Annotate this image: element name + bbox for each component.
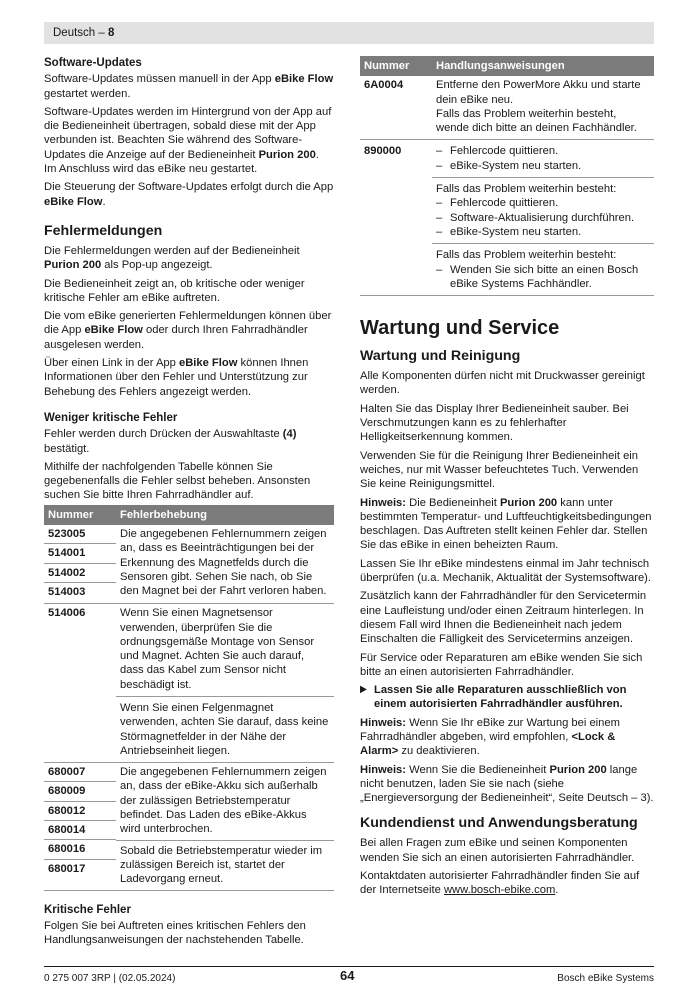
- fix-cell: Die angegebenen Fehlernummern zeigen an, dass es Beeinträchtigungen bei der Erkennung des Magnetfelds durch die Sensoren gibt. Sehen Sie nach, ob Sie den Magnet bei der Fahrt verloren haben.: [116, 525, 334, 604]
- header-separator: –: [95, 27, 108, 39]
- action-cell: [432, 140, 654, 296]
- footer-document-id: 0 275 007 3RP | (02.05.2024): [44, 973, 176, 984]
- paragraph: Bei allen Fragen zum eBike und seinen Komponenten wenden Sie sich an einen autorisierten Fahrradhändler.: [360, 837, 635, 864]
- paragraph: [44, 427, 334, 456]
- action-block: [432, 244, 654, 295]
- app-name: eBike Flow: [274, 73, 334, 86]
- paragraph: [44, 72, 334, 101]
- header-language: Deutsch: [53, 27, 96, 39]
- heading-kundendienst: Kundendienst und Anwendungsberatung: [360, 815, 638, 832]
- error-code: 514006: [44, 604, 116, 763]
- paragraph: [44, 105, 334, 176]
- error-code: 680017: [48, 862, 86, 875]
- text: können Ihnen Informationen über den Fehler und Unterstützung zur Behebung des Fehlers angezeigt werden.: [44, 357, 309, 398]
- hint-paragraph: [360, 496, 654, 553]
- paragraph: Mithilfe der nachfolgenden Tabelle können Sie gegebenenfalls die Fehler selbst beheben. Ansonsten suchen Sie bitte Ihren Fahrradhändler auf.: [44, 460, 311, 502]
- unit-name: Purion 200: [258, 148, 316, 161]
- error-code: 514001: [44, 544, 116, 563]
- error-code: 680007: [44, 763, 116, 782]
- heading-weniger-kritische-fehler: Weniger kritische Fehler: [44, 411, 178, 424]
- key-reference: (4): [282, 428, 297, 441]
- paragraph: [44, 180, 334, 209]
- unit-name: Purion 200: [499, 496, 558, 509]
- paragraph: Für Service oder Reparaturen am eBike wenden Sie sich bitte an einen autorisierten Fahrradhändler.: [360, 651, 643, 678]
- unit-name: Purion 200: [44, 259, 102, 272]
- hint-label: Hinweis:: [360, 496, 407, 509]
- heading-wartung-und-service: Wartung und Service: [360, 317, 560, 340]
- paragraph: Die Bedieneinheit zeigt an, ob kritische oder weniger kritische Fehler am eBike auftreten.: [44, 277, 305, 304]
- list-item: – Wenden Sie sich bitte an einen Bosch eBike Systems Fachhändler.: [436, 263, 650, 292]
- hint-label: Hinweis:: [360, 763, 407, 776]
- text: . Im Anschluss wird das eBike neu gestartet.: [44, 148, 319, 176]
- fix-text: Wenn Sie einen Magnetsensor verwenden, überprüfen Sie die ordnungsgemäße Montage von Sensor und Magnet. Achten Sie auch darauf, dass das Kabel zum Sensor nicht beschädigt ist.: [116, 604, 334, 697]
- error-code: 514003: [48, 585, 86, 598]
- text: Fehler werden durch Drücken der Auswahltaste: [44, 428, 283, 441]
- list-item: – Fehlercode quittieren.: [436, 196, 650, 210]
- text: Software-Updates müssen manuell in der App: [44, 73, 275, 86]
- app-name: eBike Flow: [178, 357, 238, 370]
- fix-text: Sobald die Betriebstemperatur wieder im zulässigen Bereich ist, startet der Ladevorgang erneut.: [120, 844, 323, 886]
- action-text: Falls das Problem weiterhin besteht:: [436, 249, 617, 262]
- table-row: [44, 763, 334, 890]
- text: Die Bedieneinheit: [406, 496, 500, 509]
- error-code: 523005: [44, 525, 116, 544]
- table-header-row: [360, 56, 654, 76]
- error-code: 680016: [44, 840, 116, 859]
- table-row: [44, 604, 334, 763]
- action-text: Falls das Problem weiterhin besteht:: [436, 183, 617, 196]
- paragraph: [44, 244, 334, 273]
- header-text: [53, 26, 114, 40]
- fix-text: Die angegebenen Fehlernummern zeigen an, dass der eBike-Akku sich außerhalb der zulässigen Betriebstemperatur befindet. Das Laden des eBike-Akkus wird unterbrochen.: [116, 763, 334, 840]
- text: .: [102, 195, 106, 208]
- paragraph: Halten Sie das Display Ihrer Bedieneinheit sauber. Bei Verschmutzungen kann es zu fehlerhafter Helligkeitserkennung kommen.: [360, 402, 629, 444]
- app-name: eBike Flow: [84, 324, 143, 337]
- fix-cell: [116, 763, 334, 890]
- text: zu deaktivieren.: [398, 745, 480, 758]
- instruction-text: Lassen Sie alle Reparaturen ausschließlich von einem autorisierten Fahrradhändler ausführen.: [374, 684, 627, 711]
- error-code: 514002: [44, 564, 116, 583]
- text: lange nicht benutzen, laden Sie sie nach (siehe „Energieversorgung der Bedieneinheit“, Seite Deutsch – 3).: [360, 763, 654, 805]
- left-column: [44, 56, 334, 951]
- website-link[interactable]: www.bosch-ebike.com: [443, 884, 556, 897]
- error-code: 680009: [44, 782, 116, 801]
- text: gestartet werden.: [44, 87, 131, 100]
- text: .: [555, 884, 559, 897]
- list-item: – eBike-System neu starten.: [436, 159, 650, 173]
- table-row: [360, 76, 654, 140]
- table-row: [44, 525, 334, 604]
- list-item: – Fehlercode quittieren.: [436, 144, 650, 158]
- action-text: Falls das Problem weiterhin besteht, wende dich bitte an deinen Fachhändler.: [436, 107, 637, 135]
- hint-paragraph: [360, 763, 654, 806]
- error-table-noncritical: [44, 505, 334, 891]
- heading-software-updates: Software-Updates: [44, 57, 142, 69]
- unit-name: Purion 200: [549, 763, 607, 776]
- column-header-handlungsanweisungen: Handlungsanweisungen: [432, 56, 654, 76]
- action-cell: [432, 76, 654, 140]
- text: Die Steuerung der Software-Updates erfolgt durch die App: [44, 181, 334, 194]
- paragraph: Alle Komponenten dürfen nicht mit Druckwasser gereinigt werden.: [360, 370, 645, 397]
- fix-text: Wenn Sie einen Felgenmagnet verwenden, achten Sie darauf, dass keine Störmagnetfelder in der Nähe der Antriebseinheit liegen.: [120, 701, 329, 757]
- header-page-number: 8: [107, 27, 115, 39]
- text: Die vom eBike generierten Fehlermeldungen können über die App: [44, 310, 332, 337]
- column-header-fehlerbehebung: Fehlerbehebung: [116, 505, 334, 525]
- error-code: 680014: [44, 821, 116, 840]
- text: Wenn Sie die Bedieneinheit: [406, 763, 550, 776]
- text: oder durch Ihren Fahrradhändler ausgelesen werden.: [44, 324, 308, 351]
- paragraph: [44, 356, 334, 399]
- paragraph: Verwenden Sie für die Reinigung Ihrer Bedieneinheit ein weiches, nur mit Wasser befeuchtetes Tuch. Verwenden Sie keine Reinigungsmittel.: [360, 449, 639, 491]
- fix-cell: [116, 604, 334, 763]
- error-table-critical: [360, 56, 654, 296]
- text: als Pop-up angezeigt.: [101, 259, 213, 272]
- footer-brand: Bosch eBike Systems: [557, 973, 654, 984]
- heading-fehlermeldungen: Fehlermeldungen: [44, 222, 163, 239]
- text: Die Fehlermeldungen werden auf der Bedieneinheit: [44, 244, 300, 257]
- error-code-cell: [44, 763, 116, 890]
- paragraph: Folgen Sie bei Auftreten eines kritischen Fehlers den Handlungsanweisungen der nachstehenden Tabelle.: [44, 919, 306, 947]
- text: bestätigt.: [44, 442, 90, 455]
- hint-paragraph: [360, 716, 654, 759]
- table-row: [360, 140, 654, 296]
- footer-page-number: 64: [340, 968, 355, 983]
- error-code: 680012: [44, 802, 116, 821]
- paragraph: Lassen Sie Ihr eBike mindestens einmal im Jahr technisch überprüfen (u.a. Mechanik, Aktualität der Systemsoftware).: [360, 557, 652, 585]
- error-code: 6A0004: [360, 76, 432, 140]
- triangle-right-icon: ▶: [360, 684, 367, 696]
- action-text: Entferne den PowerMore Akku und starte dein eBike neu.: [436, 79, 641, 106]
- text: Wenn Sie Ihr eBike zur Wartung bei einem Fahrradhändler abgeben, wird empfohlen,: [360, 716, 620, 743]
- action-block: [432, 140, 654, 178]
- paragraph: [360, 869, 654, 898]
- list-item: – eBike-System neu starten.: [436, 225, 650, 239]
- action-block: [432, 178, 654, 244]
- text: Software-Updates werden im Hintergrund von der App auf die Bedieneinheit übertragen, sobald diese mit der App verbunden ist. Beachten Sie während des Software-Updates die Anzeige auf der Bedieneinheit: [44, 105, 332, 161]
- table-header-row: [44, 505, 334, 525]
- footer-rule: [44, 966, 654, 967]
- hint-label: Hinweis:: [360, 716, 407, 729]
- app-name: eBike Flow: [44, 195, 103, 208]
- paragraph: Zusätzlich kann der Fahrradhändler für den Servicetermin eine Laufleistung und/oder einen Zeitraum hinterlegen. In diesem Fall wird Ihnen die Bedieneinheit nach jedem Einschalten die Fälligkeit des Servicetermins anzeigen.: [360, 590, 647, 646]
- error-code-cell: [44, 525, 116, 604]
- text: Kontaktdaten autorisierter Fahrradhändler finden Sie auf der Internetseite: [360, 870, 640, 897]
- error-code: 890000: [360, 140, 432, 296]
- paragraph: [44, 309, 334, 352]
- text: kann unter bestimmten Temperatur- und Luftfeuchtigkeitsbedingungen beschlagen. Das Auftreten stellt keinen Fehler dar. Stellen Sie das eBike in einen beheizten Raum.: [360, 496, 652, 552]
- column-header-nummer: Nummer: [44, 505, 116, 525]
- text: Über einen Link in der App: [44, 357, 179, 370]
- function-name: <Lock & Alarm>: [360, 730, 616, 758]
- right-column: [360, 56, 654, 902]
- column-header-nummer: Nummer: [360, 56, 432, 76]
- page-header: [44, 22, 654, 44]
- heading-wartung-und-reinigung: Wartung und Reinigung: [360, 348, 521, 365]
- heading-kritische-fehler: Kritische Fehler: [44, 903, 131, 916]
- instruction-item: [360, 683, 654, 712]
- list-item: – Software-Aktualisierung durchführen.: [436, 211, 650, 225]
